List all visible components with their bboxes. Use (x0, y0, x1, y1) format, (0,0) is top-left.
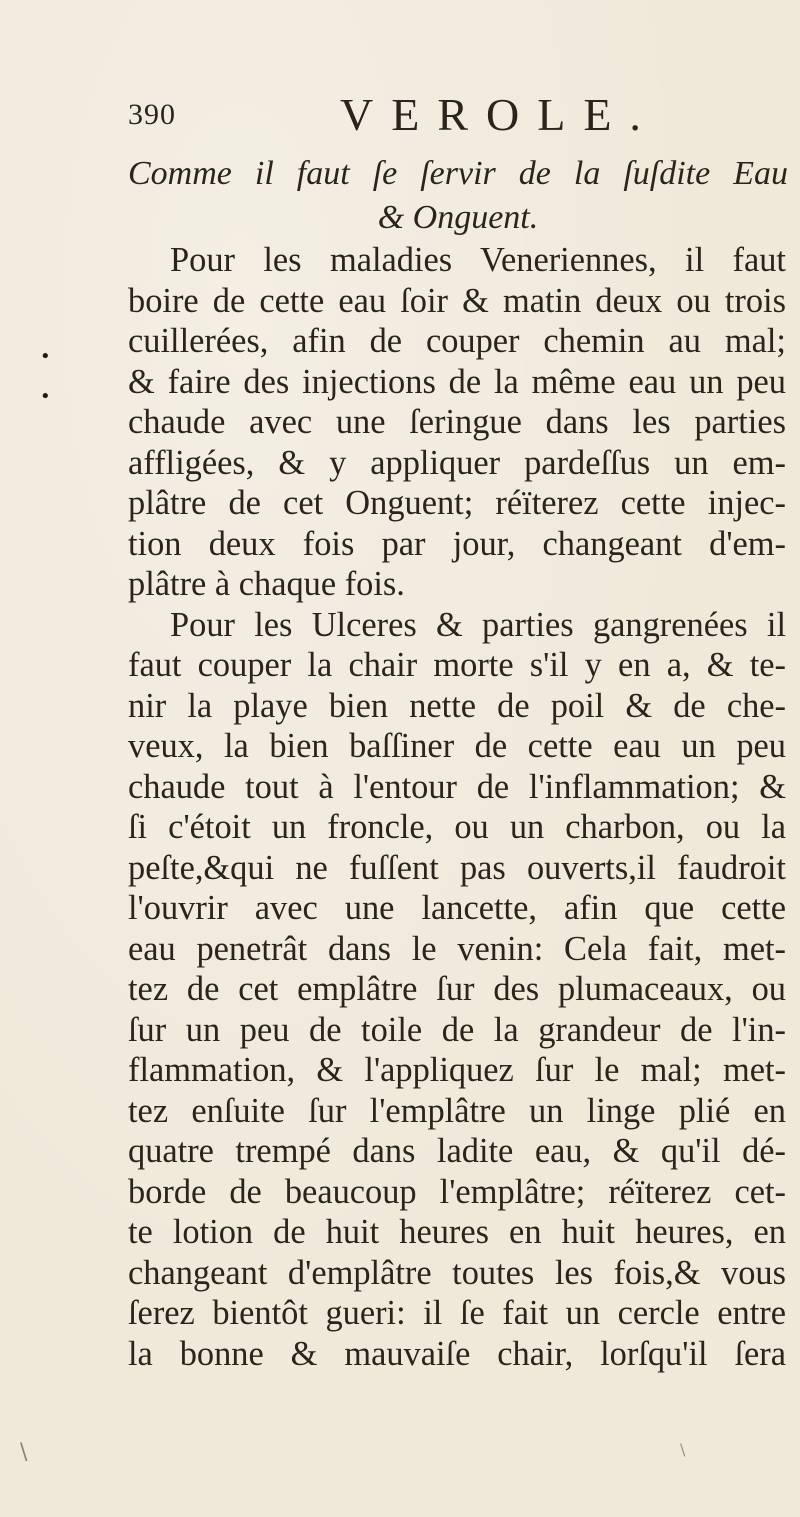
text-line: & faire des injections de la même eau un peu (128, 362, 786, 401)
margin-dot-mark: • (40, 386, 51, 407)
text-line: ſerez bientôt gueri: il ſe fait un cercle entre (128, 1294, 786, 1332)
text-line: flammation, & l'appliquez ſur le mal; met- (128, 1051, 786, 1089)
text-line: chaude avec une ſeringue dans les parties (128, 403, 786, 441)
text-line: plâtre à chaque fois. (128, 565, 405, 603)
text-line: quatre trempé dans ladite eau, & qu'il dé- (128, 1132, 786, 1170)
section-heading (128, 152, 788, 240)
text-line: eau penetrât dans le venin: Cela fait, met- (128, 929, 786, 968)
text-line: plâtre de cet Onguent; réïterez cette injec- (128, 484, 786, 522)
text-line: ſi c'étoit un froncle, ou un charbon, ou la (128, 808, 786, 846)
text-line: Pour les Ulceres & parties gangrenées il (170, 605, 786, 644)
text-line: tez de cet emplâtre ſur des plumaceaux, ou (128, 970, 786, 1008)
text-line: nir la playe bien nette de poil & de che- (128, 686, 786, 725)
running-head: VEROLE. (340, 89, 659, 140)
text-line: Pour les maladies Veneriennes, il faut (170, 241, 786, 279)
text-line: veux, la bien baſſiner de cette eau un peu (128, 727, 786, 765)
text-line: la bonne & mauvaiſe chair, lorſqu'il ſera (128, 1334, 786, 1373)
body-text (128, 240, 786, 1374)
text-line: chaude tout à l'entour de l'inflammation; & (128, 767, 786, 806)
text-line: changeant d'emplâtre toutes les fois,& vous (128, 1253, 786, 1292)
text-line: affligées, & y appliquer pardeſſus un em- (128, 443, 786, 482)
text-line: tion deux fois par jour, changeant d'em- (128, 524, 786, 563)
margin-dot-mark: • (40, 346, 51, 367)
page-header (128, 88, 768, 138)
text-line: tez enſuite ſur l'emplâtre un linge plié en (128, 1091, 786, 1130)
page-number: 390 (128, 98, 176, 131)
text-line: peſte,&qui ne fuſſent pas ouverts,il faudroit (128, 848, 786, 887)
text-line: boire de cette eau ſoir & matin deux ou trois (128, 281, 786, 320)
text-line: faut couper la chair morte s'il y en a, & te- (128, 646, 786, 684)
text-line: cuillerées, afin de couper chemin au mal; (128, 322, 786, 360)
text-line: l'ouvrir avec une lancette, afin que cette (128, 889, 786, 927)
text-line: borde de beaucoup l'emplâtre; réïterez cet- (128, 1172, 786, 1211)
margin-stroke-mark: \ (20, 1440, 28, 1465)
margin-stroke-mark: \ (680, 1440, 686, 1459)
text-line: te lotion de huit heures en huit heures, en (128, 1213, 786, 1251)
heading-line-1: Comme il faut ſe ſervir de la ſuſdite Eau (128, 155, 788, 192)
text-line: ſur un peu de toile de la grandeur de l'in- (128, 1010, 786, 1049)
heading-line-2: & Onguent. (377, 199, 539, 236)
